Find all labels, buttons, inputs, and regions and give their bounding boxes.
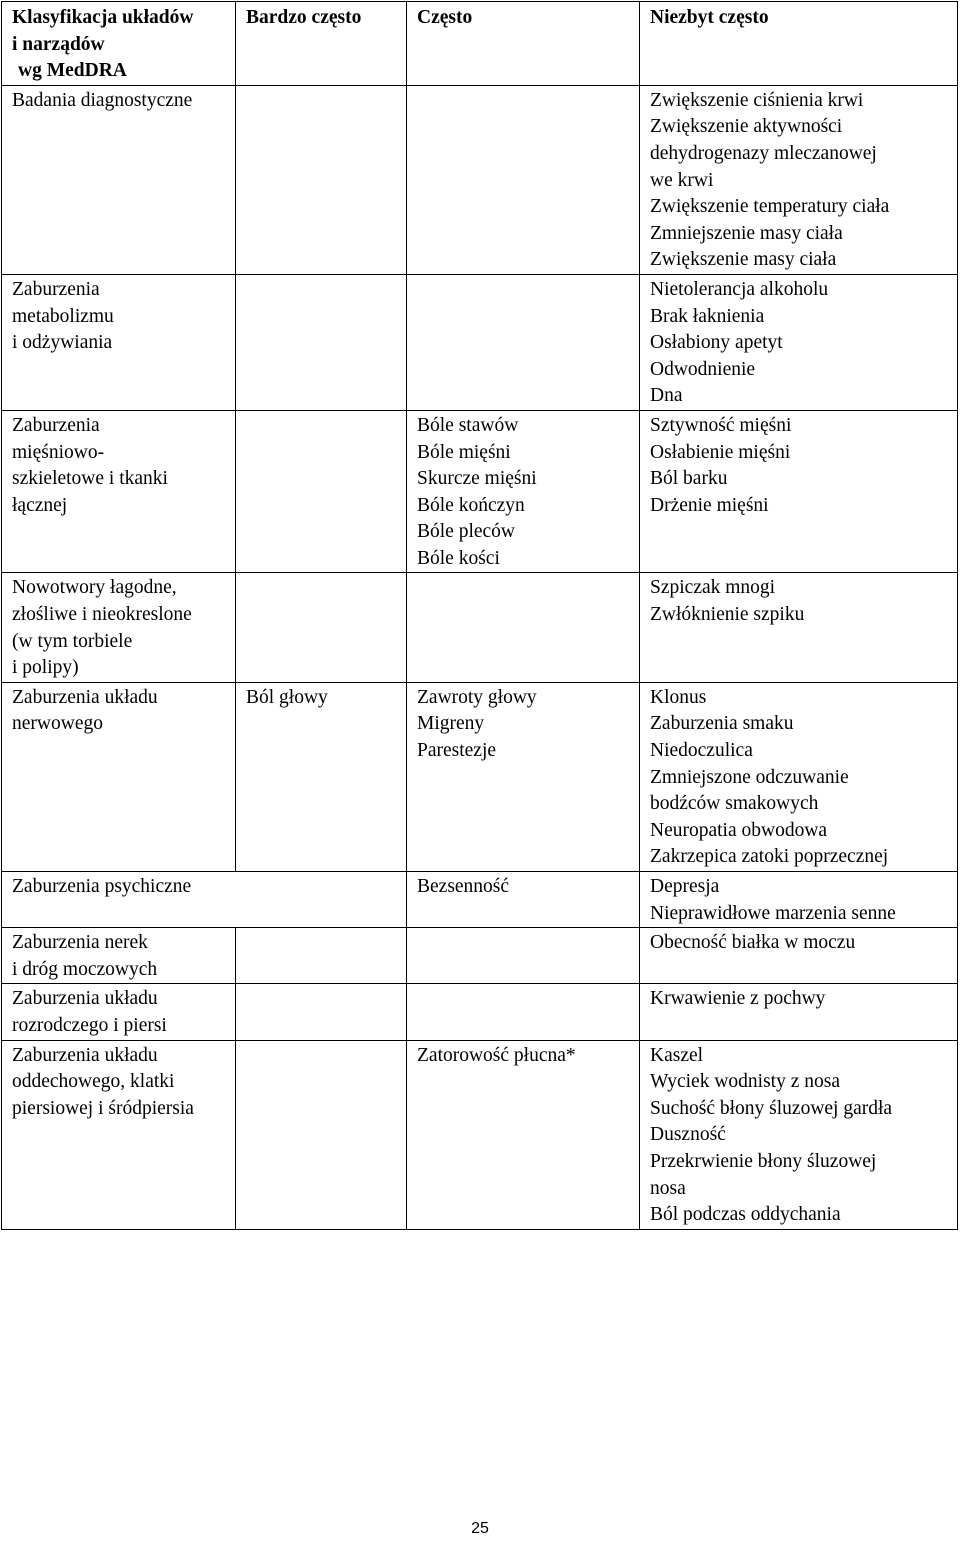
cell-line: Dna [650,385,683,407]
cell-line: Suchość błony śluzowej gardła [650,1097,893,1119]
cell-line: Niedoczulica [650,740,753,762]
uncommon-cell [640,682,958,871]
cell-line: Obecność białka w moczu [650,932,856,954]
soc-cell [2,85,236,274]
cell-line: Brak łaknienia [650,305,765,327]
cell-line: i dróg moczowych [12,958,158,980]
table-body [2,85,958,1229]
cell-line: Parestezje [417,740,497,762]
cell-line: Zwiększenie ciśnienia krwi [650,89,864,111]
soc-cell [2,410,236,573]
header-very-common: Bardzo często [236,2,407,86]
cell-line: Neuropatia obwodowa [650,819,828,841]
table-row [2,274,958,410]
header-soc-line: Klasyfikacja układów [12,7,194,28]
cell-line: Zaburzenia układu [12,686,158,708]
uncommon-cell [640,872,958,928]
uncommon-cell [640,573,958,682]
common-cell [407,274,640,410]
table-header-row [2,2,958,86]
cell-line: Odwodnienie [650,358,756,380]
cell-line: Zaburzenia nerek [12,932,148,954]
uncommon-cell [640,928,958,984]
very-common-cell [236,85,407,274]
table-row [2,682,958,871]
very-common-cell [236,573,407,682]
cell-line: Nowotwory łagodne, [12,577,177,599]
table-row [2,410,958,573]
soc-cell [2,872,236,928]
cell-line: Bóle kości [417,547,500,569]
cell-line: nerwowego [12,713,103,735]
common-cell [407,573,640,682]
cell-line: dehydrogenazy mleczanowej [650,142,877,164]
cell-line: Migreny [417,713,485,735]
cell-line: piersiowej i śródpiersia [12,1097,194,1119]
cell-line: Drżenie mięśni [650,494,769,516]
cell-line: Badania diagnostyczne [12,89,193,111]
very-common-cell [236,682,407,871]
soc-cell [2,274,236,410]
header-common: Często [407,2,640,86]
cell-line: Depresja [650,876,720,897]
very-common-cell [236,872,407,928]
cell-line: Ból barku [650,468,728,490]
cell-line: nosa [650,1177,686,1199]
cell-line: Krwawienie z pochwy [650,988,826,1010]
header-uncommon: Niezbyt często [640,2,958,86]
uncommon-cell [640,984,958,1040]
table-row [2,872,958,928]
cell-line: Zwiększenie temperatury ciała [650,196,890,218]
cell-line: Zaburzenia układu [12,988,158,1010]
cell-line: mięśniowo- [12,441,105,463]
cell-line: Zwłóknienie szpiku [650,604,805,626]
cell-line: Nieprawidłowe marzenia senne [650,902,896,924]
cell-line: złośliwe i nieokreslone [12,604,192,626]
soc-cell [2,928,236,984]
cell-line: Duszność [650,1124,726,1146]
cell-line: Bóle pleców [417,521,516,543]
header-soc-line: wg MedDRA [18,60,127,82]
cell-line: Bóle stawów [417,414,519,436]
uncommon-cell [640,274,958,410]
very-common-cell [236,928,407,984]
cell-line: Wyciek wodnisty z nosa [650,1071,840,1093]
cell-line: Zatorowość płucna* [417,1044,576,1066]
cell-line: Klonus [650,686,707,708]
cell-line: szkieletowe i tkanki [12,468,168,490]
common-cell [407,872,640,928]
header-soc [2,2,236,86]
uncommon-cell [640,85,958,274]
page-number: 25 [471,1520,489,1537]
cell-line: Bóle mięśni [417,441,511,463]
cell-line: Ból głowy [246,686,328,708]
cell-line: Zaburzenia smaku [650,713,794,735]
common-cell [407,410,640,573]
common-cell [407,85,640,274]
uncommon-cell [640,410,958,573]
cell-line: Osłabiony apetyt [650,332,783,354]
cell-line: Zaburzenia układu [12,1044,158,1066]
cell-line: Ból podczas oddychania [650,1204,841,1226]
cell-line: Kaszel [650,1044,704,1066]
table-row [2,573,958,682]
header-soc-line: i narządów [12,33,105,55]
cell-line: Zmniejszenie masy ciała [650,222,843,244]
table-row [2,984,958,1040]
very-common-cell [236,410,407,573]
cell-line: Bezsenność [417,876,510,897]
cell-line: Zakrzepica zatoki poprzecznej [650,846,889,868]
cell-line: Zaburzenia psychiczne [12,876,192,897]
cell-line: Zaburzenia [12,414,100,436]
cell-line: Zwiększenie masy ciała [650,249,837,271]
cell-line: (w tym torbiele [12,630,133,652]
cell-line: bodźców smakowych [650,793,819,815]
cell-line: i polipy) [12,657,79,679]
common-cell [407,928,640,984]
cell-line: łącznej [12,494,68,516]
cell-line: Szpiczak mnogi [650,577,776,599]
soc-cell [2,573,236,682]
uncommon-cell [640,1040,958,1229]
common-cell [407,1040,640,1229]
common-cell [407,682,640,871]
cell-line: Zaburzenia [12,278,100,300]
cell-line: we krwi [650,169,714,191]
table-row [2,85,958,274]
very-common-cell [236,274,407,410]
cell-line: Sztywność mięśni [650,414,792,436]
adverse-reactions-table [1,1,958,1230]
cell-line: oddechowego, klatki [12,1071,175,1093]
soc-cell [2,682,236,871]
cell-line: Skurcze mięśni [417,468,537,490]
table-row [2,1040,958,1229]
cell-line: Osłabienie mięśni [650,441,791,463]
cell-line: Zwiększenie aktywności [650,116,843,138]
cell-line: Przekrwienie błony śluzowej [650,1150,877,1172]
cell-line: metabolizmu [12,305,114,327]
cell-line: rozrodczego i piersi [12,1014,167,1036]
very-common-cell [236,984,407,1040]
common-cell [407,984,640,1040]
cell-line: Bóle kończyn [417,494,525,516]
very-common-cell [236,1040,407,1229]
table-row [2,928,958,984]
cell-line: Zmniejszone odczuwanie [650,766,849,788]
soc-cell [2,1040,236,1229]
cell-line: Nietolerancja alkoholu [650,278,829,300]
cell-line: Zawroty głowy [417,686,537,708]
cell-line: i odżywiania [12,332,113,354]
soc-cell [2,984,236,1040]
